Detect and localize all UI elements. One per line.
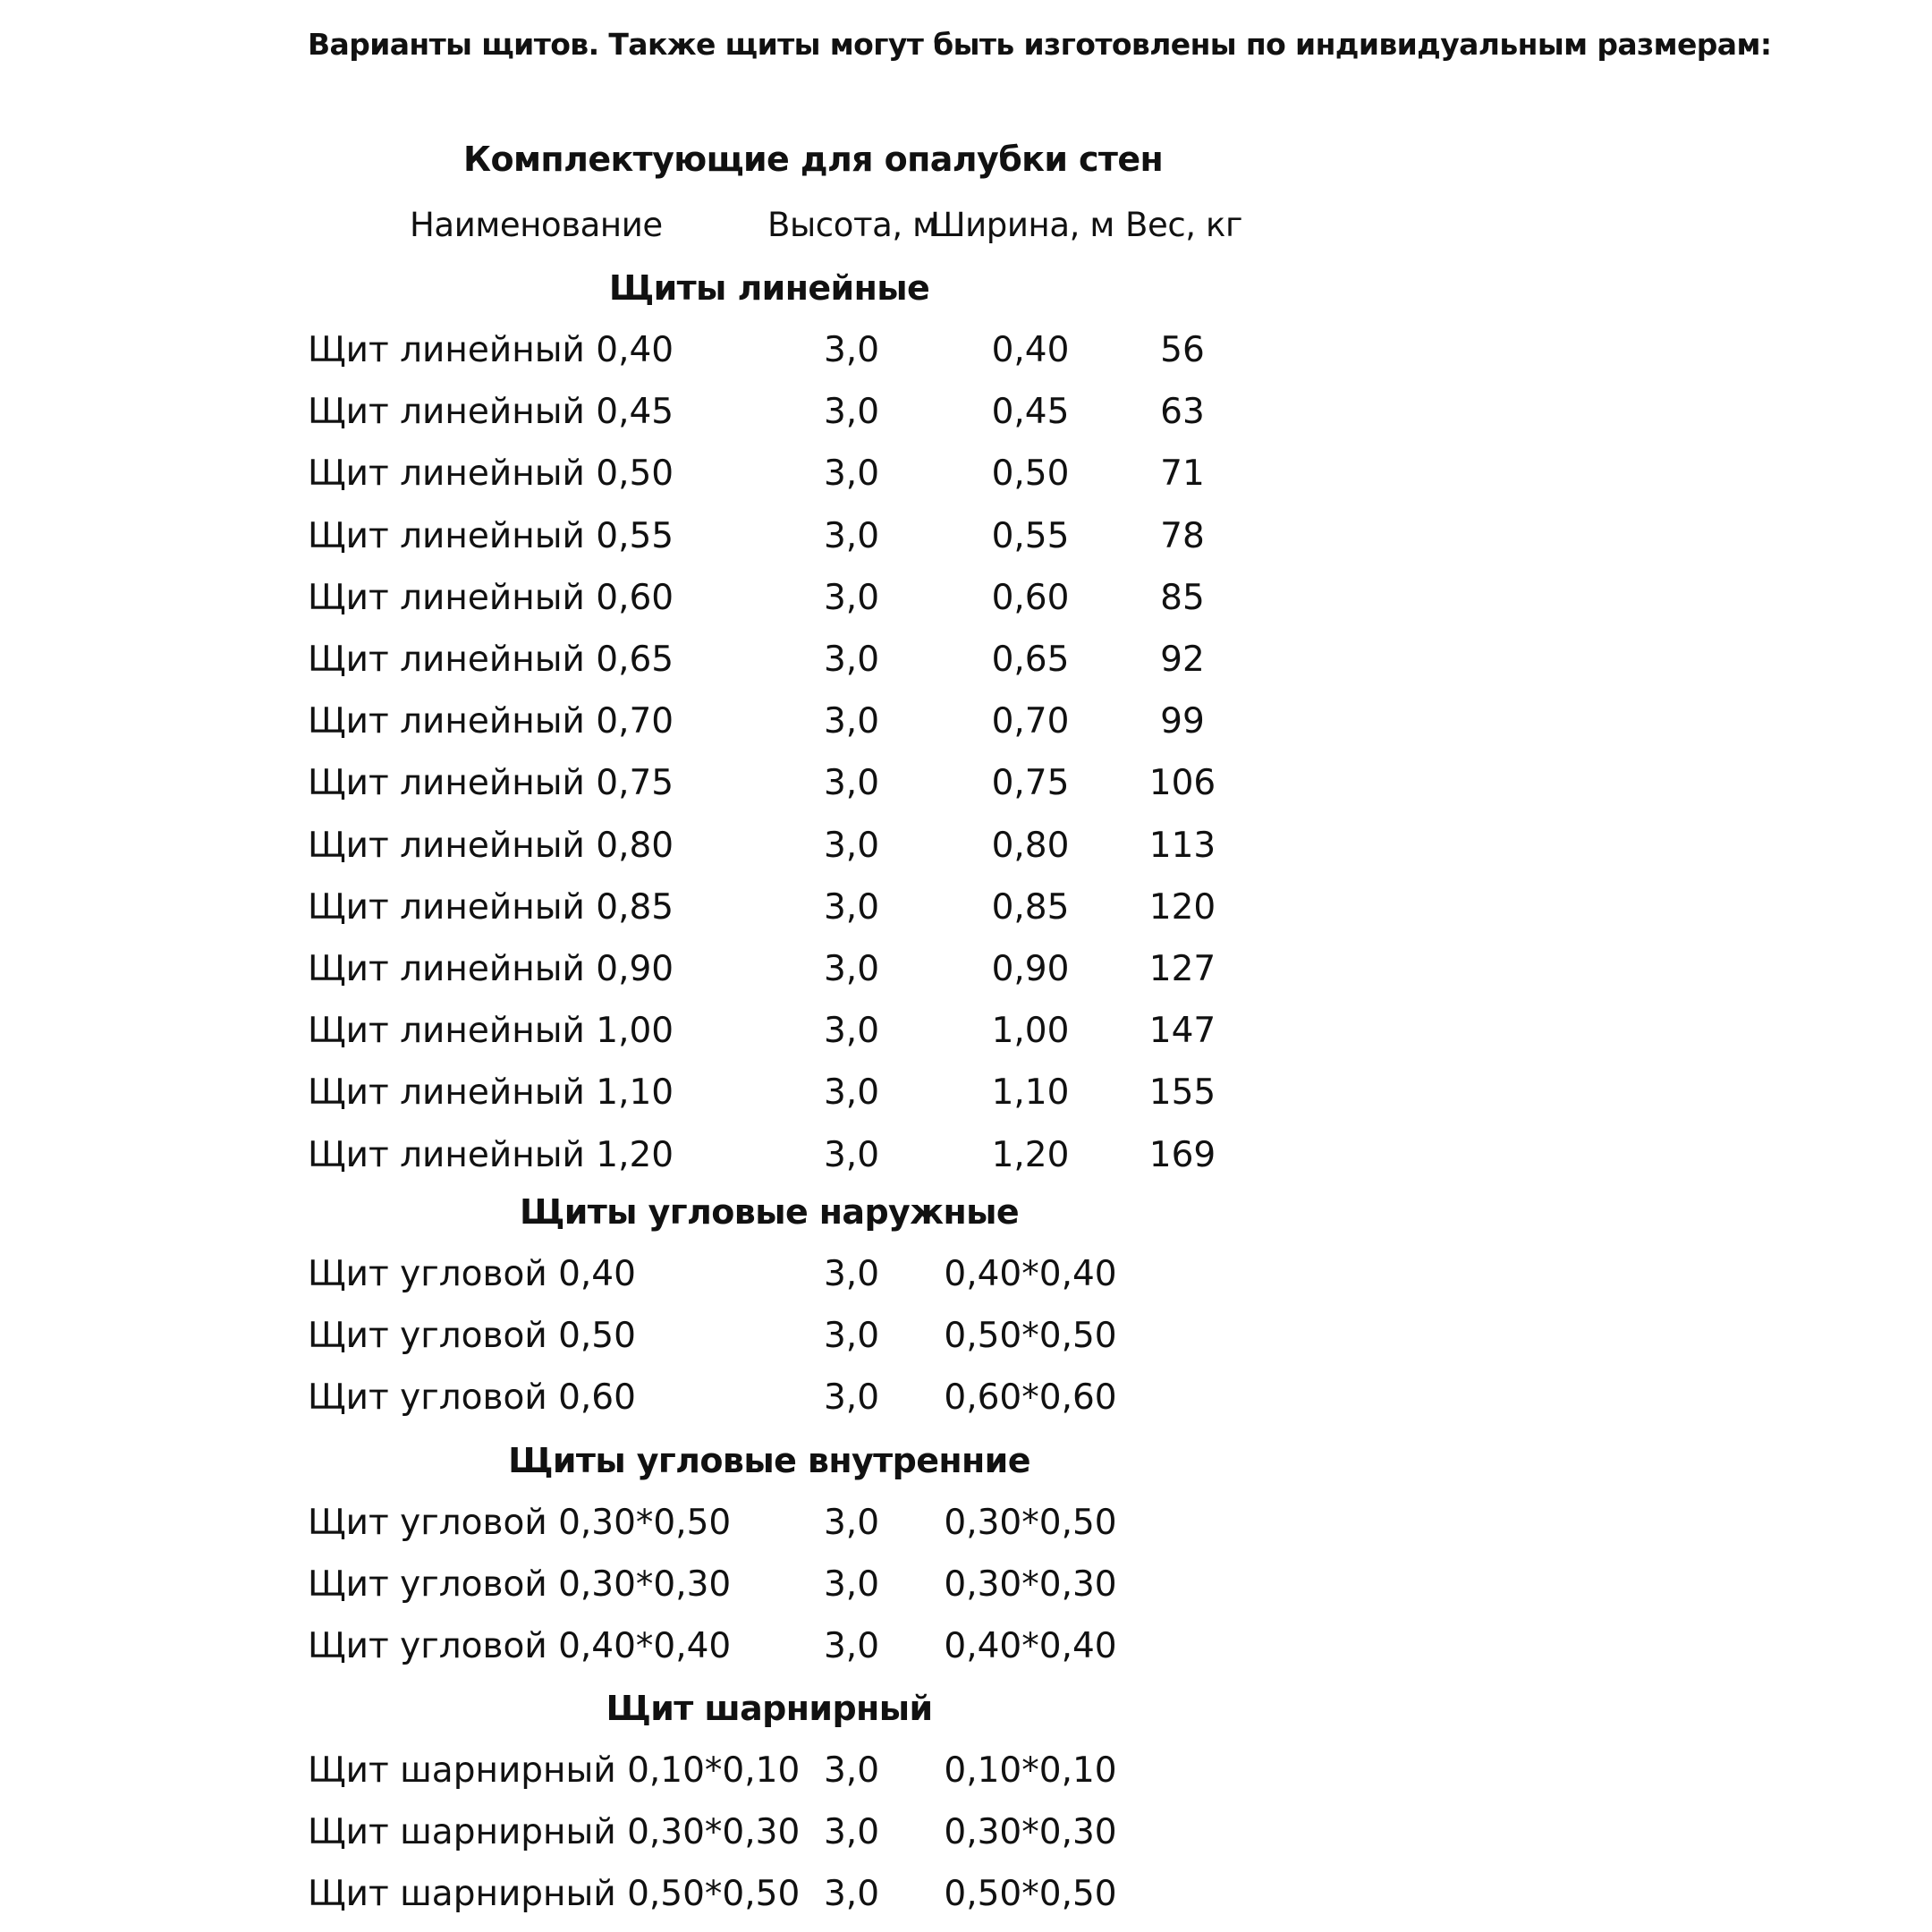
cell-height: 3,0 (823, 1874, 880, 1914)
cell-height: 3,0 (823, 640, 880, 680)
cell-height: 3,0 (823, 701, 880, 741)
cell-height: 3,0 (823, 578, 880, 618)
cell-width: 0,65 (991, 640, 1070, 680)
table-row (0, 516, 1932, 570)
cell-weight: 127 (1148, 949, 1216, 989)
cell-width: 1,00 (991, 1011, 1070, 1051)
cell-name: Щит угловой 0,40*0,40 (308, 1626, 732, 1666)
cell-name: Щит шарнирный 0,10*0,10 (308, 1750, 801, 1791)
cell-name: Щит линейный 0,70 (308, 701, 674, 741)
table-row (0, 826, 1932, 879)
cell-name: Щит линейный 0,85 (308, 887, 674, 928)
cell-width: 1,10 (991, 1072, 1070, 1113)
table-row (0, 701, 1932, 755)
cell-width: 0,50*0,50 (944, 1316, 1117, 1356)
cell-width: 0,85 (991, 887, 1070, 928)
cell-height: 3,0 (823, 887, 880, 928)
cell-name: Щит угловой 0,40 (308, 1254, 636, 1294)
cell-name: Щит линейный 0,55 (308, 516, 674, 556)
cell-name: Щит линейный 0,40 (308, 330, 674, 370)
cell-width: 1,20 (991, 1135, 1070, 1175)
cell-width: 0,45 (991, 392, 1070, 432)
cell-weight: 63 (1160, 392, 1205, 432)
table-row (0, 578, 1932, 631)
cell-width: 0,30*0,50 (944, 1503, 1117, 1543)
cell-width: 0,40 (991, 330, 1070, 370)
table-row (0, 453, 1932, 507)
cell-name: Щит линейный 1,20 (308, 1135, 674, 1175)
table-row (0, 887, 1932, 941)
table-row (0, 1626, 1932, 1680)
section-title-linear: Щиты линейные (608, 268, 930, 308)
cell-name: Щит линейный 1,10 (308, 1072, 674, 1113)
cell-weight: 56 (1160, 330, 1205, 370)
cell-width: 0,40*0,40 (944, 1626, 1117, 1666)
cell-width: 0,70 (991, 701, 1070, 741)
cell-height: 3,0 (823, 1626, 880, 1666)
cell-height: 3,0 (823, 1503, 880, 1543)
cell-weight: 147 (1148, 1011, 1216, 1051)
cell-height: 3,0 (823, 1135, 880, 1175)
cell-name: Щит линейный 0,50 (308, 453, 674, 494)
cell-name: Щит линейный 0,60 (308, 578, 674, 618)
cell-height: 3,0 (823, 1011, 880, 1051)
header-height: Высота, м (767, 206, 937, 244)
cell-width: 0,75 (991, 763, 1070, 803)
header-name: Наименование (410, 206, 663, 244)
cell-width: 0,50*0,50 (944, 1874, 1117, 1914)
cell-name: Щит угловой 0,50 (308, 1316, 636, 1356)
table-row (0, 1072, 1932, 1126)
cell-height: 3,0 (823, 1377, 880, 1418)
cell-weight: 71 (1160, 453, 1205, 494)
table-row (0, 1812, 1932, 1866)
table-row (0, 1503, 1932, 1556)
table-row (0, 1254, 1932, 1308)
cell-name: Щит шарнирный 0,50*0,50 (308, 1874, 801, 1914)
cell-width: 0,60 (991, 578, 1070, 618)
cell-weight: 85 (1160, 578, 1205, 618)
cell-height: 3,0 (823, 453, 880, 494)
table-row (0, 1377, 1932, 1431)
cell-weight: 99 (1160, 701, 1205, 741)
table-row (0, 1135, 1932, 1189)
table-row (0, 1750, 1932, 1804)
table-row (0, 1011, 1932, 1064)
table-row (0, 640, 1932, 693)
cell-name: Щит линейный 0,80 (308, 826, 674, 866)
cell-name: Щит угловой 0,30*0,50 (308, 1503, 732, 1543)
table-row (0, 763, 1932, 817)
cell-height: 3,0 (823, 516, 880, 556)
cell-name: Щит линейный 1,00 (308, 1011, 674, 1051)
cell-name: Щит линейный 0,45 (308, 392, 674, 432)
cell-name: Щит линейный 0,65 (308, 640, 674, 680)
cell-height: 3,0 (823, 330, 880, 370)
table-row (0, 1874, 1932, 1928)
intro-text: Варианты щитов. Также щиты могут быть изготовлены по индивидуальным размерам: (308, 27, 1772, 62)
table-row (0, 1564, 1932, 1618)
cell-weight: 155 (1148, 1072, 1216, 1113)
cell-weight: 78 (1160, 516, 1205, 556)
cell-weight: 106 (1148, 763, 1216, 803)
cell-weight: 113 (1148, 826, 1216, 866)
cell-height: 3,0 (823, 392, 880, 432)
cell-weight: 92 (1160, 640, 1205, 680)
table-row (0, 330, 1932, 384)
cell-height: 3,0 (823, 1812, 880, 1852)
table-row (0, 392, 1932, 445)
cell-weight: 120 (1148, 887, 1216, 928)
cell-name: Щит линейный 0,75 (308, 763, 674, 803)
cell-width: 0,55 (991, 516, 1070, 556)
cell-height: 3,0 (823, 1564, 880, 1605)
cell-height: 3,0 (823, 949, 880, 989)
table-row (0, 1316, 1932, 1369)
cell-width: 0,30*0,30 (944, 1812, 1117, 1852)
section-title-outer-corner: Щиты угловые наружные (519, 1192, 1020, 1232)
section-title-hinged: Щит шарнирный (606, 1689, 933, 1728)
cell-width: 0,40*0,40 (944, 1254, 1117, 1294)
cell-width: 0,50 (991, 453, 1070, 494)
header-weight: Вес, кг (1125, 206, 1242, 244)
document-title: Комплектующие для опалубки стен (463, 140, 1164, 179)
header-width: Ширина, м (930, 206, 1114, 244)
section-title-inner-corner: Щиты угловые внутренние (508, 1441, 1030, 1480)
cell-height: 3,0 (823, 1072, 880, 1113)
cell-width: 0,10*0,10 (944, 1750, 1117, 1791)
cell-name: Щит линейный 0,90 (308, 949, 674, 989)
cell-weight: 169 (1148, 1135, 1216, 1175)
cell-name: Щит шарнирный 0,30*0,30 (308, 1812, 801, 1852)
cell-height: 3,0 (823, 826, 880, 866)
cell-height: 3,0 (823, 1316, 880, 1356)
cell-height: 3,0 (823, 763, 880, 803)
cell-height: 3,0 (823, 1254, 880, 1294)
table-row (0, 949, 1932, 1003)
cell-width: 0,80 (991, 826, 1070, 866)
cell-name: Щит угловой 0,30*0,30 (308, 1564, 732, 1605)
cell-width: 0,60*0,60 (944, 1377, 1117, 1418)
cell-width: 0,90 (991, 949, 1070, 989)
cell-height: 3,0 (823, 1750, 880, 1791)
cell-width: 0,30*0,30 (944, 1564, 1117, 1605)
cell-name: Щит угловой 0,60 (308, 1377, 636, 1418)
